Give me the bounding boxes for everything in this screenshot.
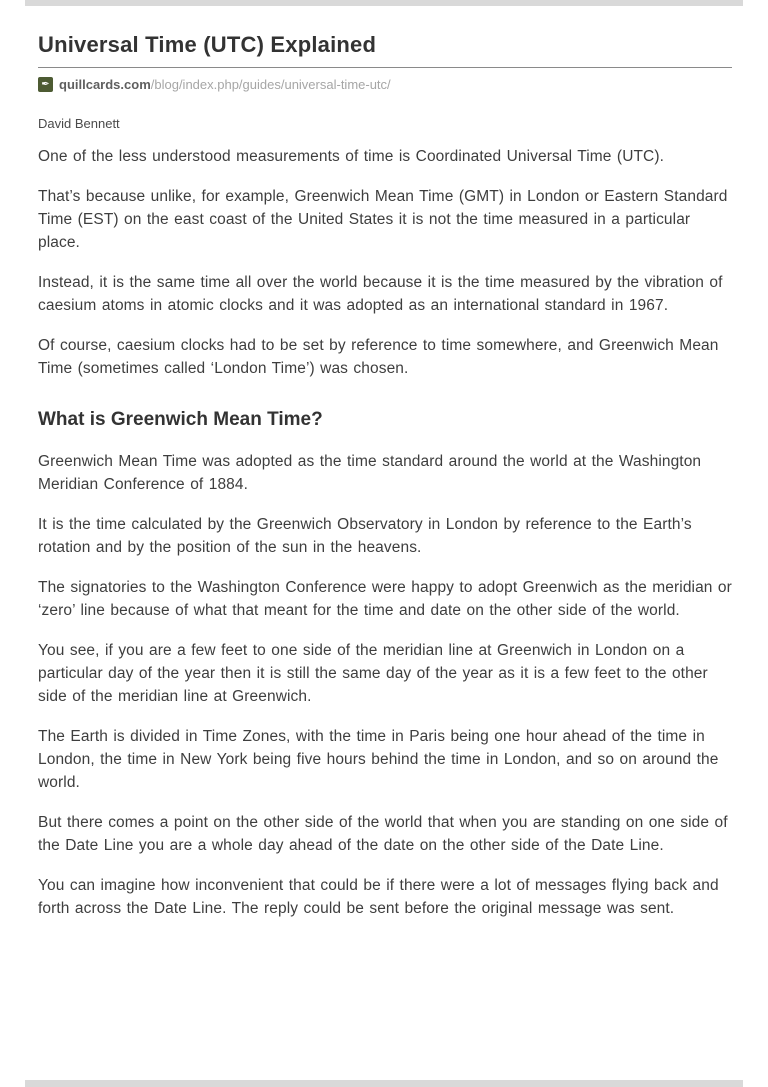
next-page-edge [25,1080,743,1087]
paragraph: Of course, caesium clocks had to be set by reference to time somewhere, and Greenwich Mean Time (sometimes called ‘London Time’) was chosen. [38,337,719,377]
source-path: /blog/index.php/guides/universal-time-utc/ [150,77,391,92]
paragraph: It is the time calculated by the Greenwich Observatory in London by reference to the Earth’s rotation and by the position of the sun in the heavens. [38,516,692,556]
previous-page-edge [25,0,743,6]
page-title: Universal Time (UTC) Explained [38,32,377,57]
paragraph: You see, if you are a few feet to one side of the meridian line at Greenwich in London on a particular day of the year then it is still the same day of the year as it is a few feet to the other side of the meridian line at Greenwich. [38,642,708,705]
title-divider [38,67,732,68]
paragraph: That’s because unlike, for example, Greenwich Mean Time (GMT) in London or Eastern Standard Time (EST) on the east coast of the United States it is not the time measured in a particular place. [38,188,728,251]
paragraph: One of the less understood measurements of time is Coordinated Universal Time (UTC). [38,148,665,165]
paragraph: The Earth is divided in Time Zones, with the time in Paris being one hour ahead of the time in London, the time in New York being five hours behind the time in London, and so on around the world. [38,728,719,791]
source-url[interactable] [59,77,391,92]
source-domain: quillcards.com [59,77,151,92]
quillcards-logo-icon: ✒ [38,77,53,92]
paragraph: Instead, it is the same time all over the world because it is the time measured by the vibration of caesium atoms in atomic clocks and it was adopted as an international standard in 1967. [38,274,723,314]
author-name: David Bennett [38,116,120,131]
paragraph: Greenwich Mean Time was adopted as the time standard around the world at the Washington Meridian Conference of 1884. [38,453,702,493]
section-heading: What is Greenwich Mean Time? [38,409,323,430]
paragraph: You can imagine how inconvenient that could be if there were a lot of messages flying back and forth across the Date Line. The reply could be sent before the original message was sent. [38,877,719,917]
paragraph: But there comes a point on the other side of the world that when you are standing on one side of the Date Line you are a whole day ahead of the date on the other side of the Date Line. [38,814,728,854]
paragraph: The signatories to the Washington Conference were happy to adopt Greenwich as the meridian or ‘zero’ line because of what that meant for the time and date on the other side of the world. [38,579,732,619]
source-line [38,77,732,92]
